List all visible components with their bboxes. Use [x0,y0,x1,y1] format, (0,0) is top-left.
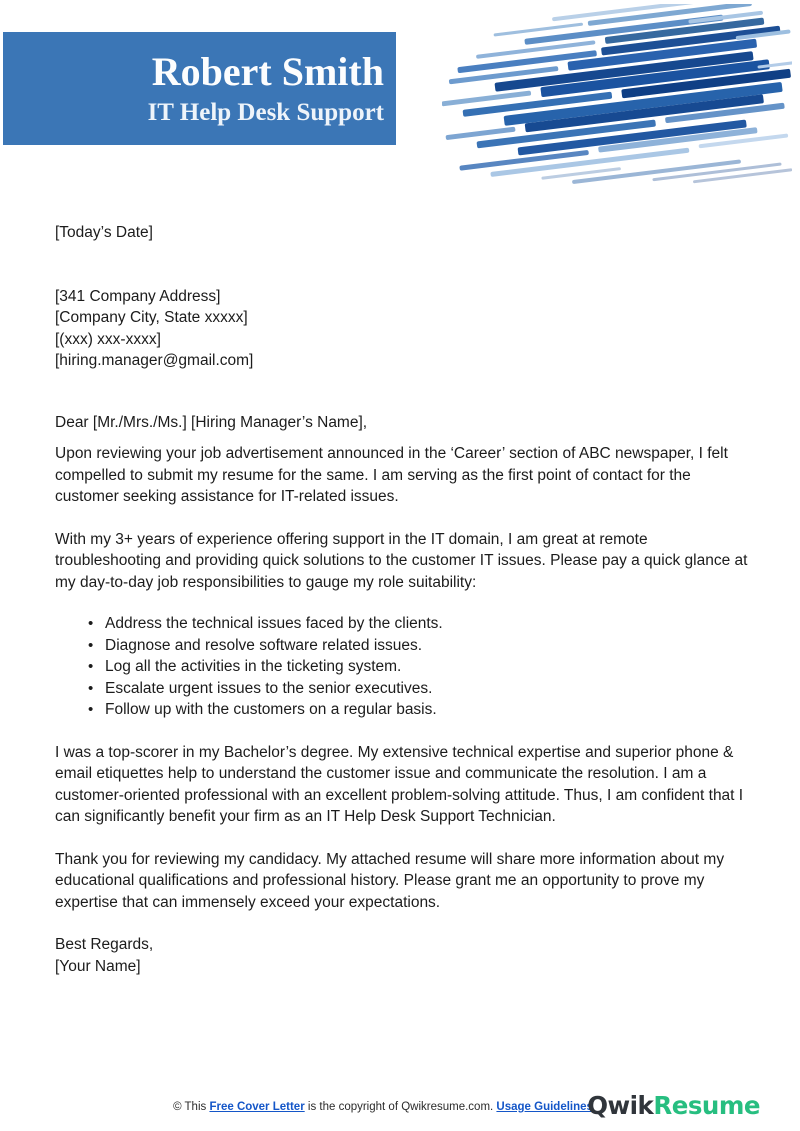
candidate-role: IT Help Desk Support [147,99,384,126]
salutation: Dear [Mr./Mrs./Ms.] [Hiring Manager’s Name], [55,413,368,431]
logo-text-qwik: Qwik [587,1091,654,1120]
name-banner [3,32,396,145]
abstract-streaks-graphic [442,4,792,189]
list-item: • Log all the activities in the ticketing system. [88,656,748,678]
address-line: [(xxx) xxx-xxxx] [55,330,161,348]
closing-regards: Best Regards, [55,936,154,953]
qwikresume-logo[interactable] [587,1091,760,1120]
paragraph-experience: With my 3+ years of experience offering support in the IT domain, I am great at remote troubleshooting and providing quick solutions to the customer IT issues. Please pay a quick glance at my day-to-day job responsibilities to gauge my role suitability: [55,530,748,591]
address-line: [Company City, State xxxxx] [55,309,248,326]
paragraph-qualifications: I was a top-scorer in my Bachelor’s degree. My extensive technical expertise and superior phone & email etiquettes help to understand the customer issue and communicate the resolution. I am a customer-oriented professional with an excellent problem-solving attitude. Thus, I am confident that I can significantly benefit your firm as an IT Help Desk Support Technician. [55,743,744,825]
date-line: [Today’s Date] [55,224,153,241]
list-item: • Address the technical issues faced by the clients. [88,613,748,635]
paragraph-thanks: Thank you for reviewing my candidacy. My attached resume will share more information about my educational qualifications and professional history. Please grant me an opportunity to prove my expertise that can immensely exceed your expectations. [55,850,725,911]
address-block [55,286,748,372]
header [0,0,800,200]
letter-body [55,222,748,977]
address-line: [hiring.manager@gmail.com] [55,352,254,369]
paragraph-intro: Upon reviewing your job advertisement announced in the ‘Career’ section of ABC newspaper, I felt compelled to submit my resume for the same. I am serving as the first point of contact for the customer seeking assistance for IT-related issues. [55,445,728,505]
closing-block [55,934,748,977]
free-cover-letter-link[interactable]: Free Cover Letter [209,1101,305,1113]
list-item: • Escalate urgent issues to the senior executives. [88,678,748,700]
closing-name: [Your Name] [55,957,141,975]
address-line: [341 Company Address] [55,287,221,305]
responsibilities-list [55,613,748,721]
copyright-prefix: © This [173,1101,210,1113]
list-item: • Diagnose and resolve software related issues. [88,635,748,657]
candidate-name: Robert Smith [151,49,384,94]
copyright-middle: is the copyright of Qwikresume.com. [304,1101,497,1113]
list-item: • Follow up with the customers on a regular basis. [88,699,748,721]
usage-guidelines-link[interactable]: Usage Guidelines [496,1101,593,1113]
logo-text-resume: Resume [653,1091,760,1120]
footer [0,1088,800,1131]
